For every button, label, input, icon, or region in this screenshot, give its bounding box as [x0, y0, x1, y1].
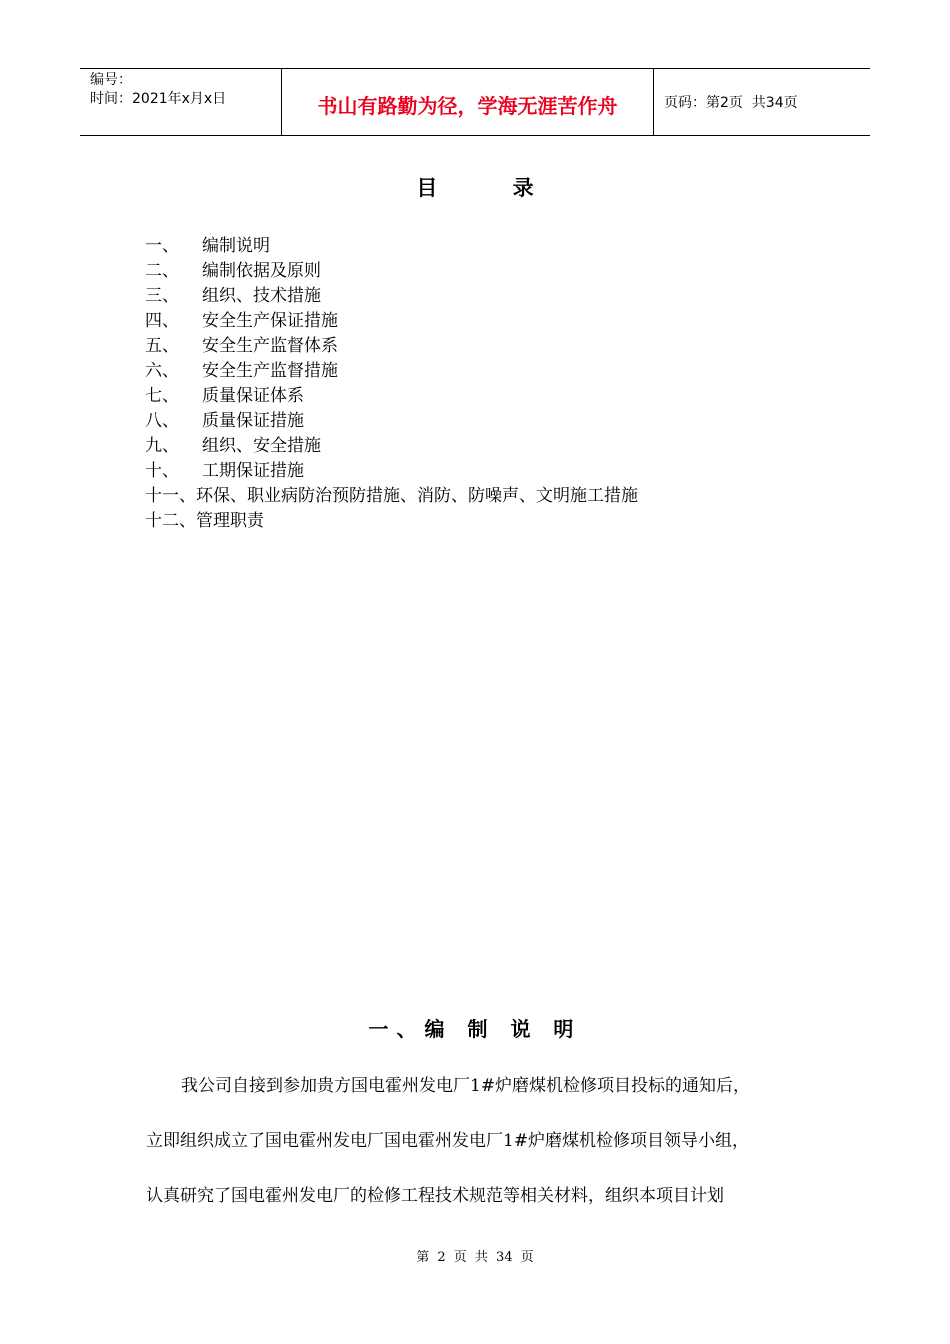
- toc-item-text: 安全生产监督措施: [202, 361, 338, 381]
- table-of-contents: [145, 234, 638, 534]
- section-body: [146, 1066, 836, 1231]
- toc-item: [145, 234, 638, 259]
- toc-item-text: 编制说明: [202, 236, 270, 256]
- toc-item-text: 安全生产保证措施: [202, 311, 338, 331]
- toc-item-text: 编制依据及原则: [202, 261, 321, 281]
- toc-item-number: 十、: [145, 461, 179, 481]
- toc-item-text: 环保、职业病防治预防措施、消防、防噪声、文明施工措施: [196, 486, 638, 506]
- toc-item-number: 八、: [145, 411, 179, 431]
- toc-item-text: 安全生产监督体系: [202, 336, 338, 356]
- toc-item: [145, 334, 638, 359]
- body-line: 立即组织成立了国电霍州发电厂国电霍州发电厂1#炉磨煤机检修项目领导小组，: [146, 1131, 750, 1151]
- toc-item: [145, 434, 638, 459]
- header-table: [80, 68, 870, 136]
- toc-item-number: 六、: [145, 361, 179, 381]
- header-motto: [282, 69, 654, 135]
- time-label: 时间：2021年x月x日: [90, 91, 227, 107]
- toc-item-number: 四、: [145, 311, 179, 331]
- toc-item-number: 九、: [145, 436, 179, 456]
- page-info-text: 页码：第2页 共34页: [664, 95, 798, 111]
- toc-item: [145, 484, 638, 509]
- section-title: 一、编 制 说 明: [368, 1017, 582, 1041]
- header-page-info: [654, 69, 870, 135]
- toc-item-number: 二、: [145, 261, 179, 281]
- toc-item-text: 质量保证体系: [202, 386, 304, 406]
- toc-item-text: 工期保证措施: [202, 461, 304, 481]
- page-footer: 第 2 页 共 34 页: [416, 1250, 534, 1265]
- toc-item-number: 十一、: [145, 486, 196, 506]
- toc-item: [145, 309, 638, 334]
- number-label: 编号：: [90, 72, 132, 88]
- toc-item: [145, 509, 638, 534]
- toc-item-text: 质量保证措施: [202, 411, 304, 431]
- toc-item-number: 十二、: [145, 511, 196, 531]
- header-meta: [80, 69, 282, 135]
- toc-item: [145, 384, 638, 409]
- motto-text: 书山有路勤为径，学海无涯苦作舟: [317, 93, 618, 118]
- toc-item: [145, 459, 638, 484]
- toc-item-number: 一、: [145, 236, 179, 256]
- toc-item: [145, 284, 638, 309]
- toc-item-number: 五、: [145, 336, 179, 356]
- toc-item-text: 组织、技术措施: [202, 286, 321, 306]
- toc-item: [145, 259, 638, 284]
- toc-item-number: 三、: [145, 286, 179, 306]
- toc-item: [145, 409, 638, 434]
- toc-item-text: 管理职责: [196, 511, 264, 531]
- body-line: 我公司自接到参加贵方国电霍州发电厂1#炉磨煤机检修项目投标的通知后，: [181, 1076, 751, 1096]
- body-line: 认真研究了国电霍州发电厂的检修工程技术规范等相关材料，组织本项目计划: [146, 1186, 724, 1206]
- toc-title: 目 录: [416, 176, 568, 200]
- toc-item-number: 七、: [145, 386, 179, 406]
- toc-item-text: 组织、安全措施: [202, 436, 321, 456]
- toc-item: [145, 359, 638, 384]
